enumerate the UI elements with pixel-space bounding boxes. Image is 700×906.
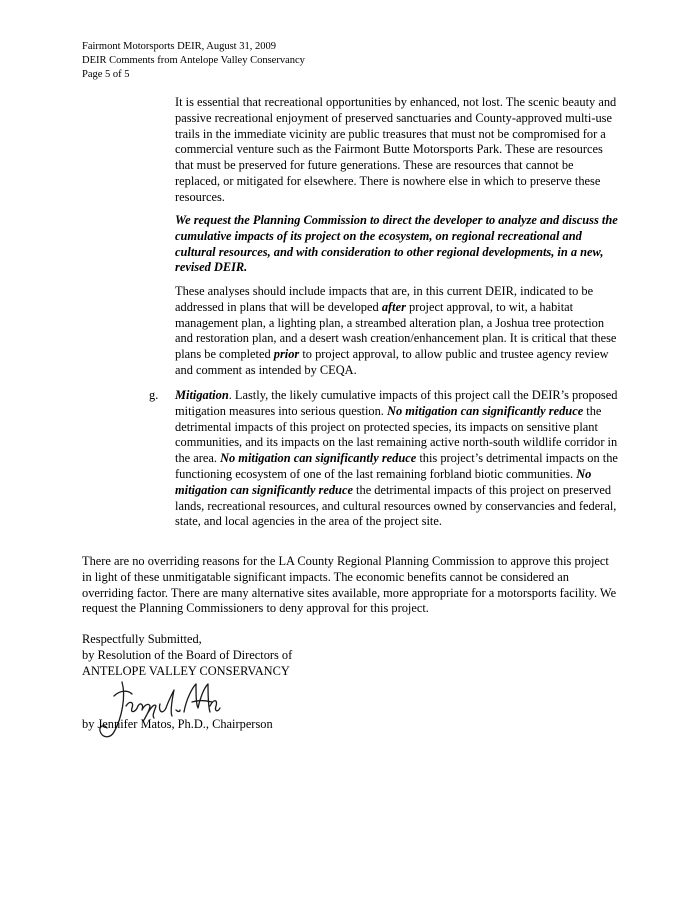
analyses-text-1: These analyses should include impacts that are, in this current DEIR, indicated to be addressed in plans that will be developed xyxy=(175,284,594,314)
handwritten-signature xyxy=(92,676,222,746)
mitigation-heading: Mitigation xyxy=(175,388,229,402)
header-line-subject: DEIR Comments from Antelope Valley Conservancy xyxy=(82,55,305,66)
paragraph-recreation: It is essential that recreational opportunities by enhanced, not lost. The scenic beauty and passive recreational enjoyment of preserved sanctuaries and County-approved multi-use trails in the immediate vicinity are public treasures that must not be compromised for a commercial venture such as the Fairmont Butte Motorsports Park. These are resources that must be preserved for future generations. These are resources that cannot be replaced, or mitigated for elsewhere. There is nowhere else in which to preserve these resources. xyxy=(175,95,617,204)
list-item-mitigation xyxy=(149,388,618,530)
closing-resolution: by Resolution of the Board of Directors of xyxy=(82,647,293,662)
mitigation-text-4: the detrimental impacts of this project on preserved lands, recreational resources, and cultural resources owned by conservancies and federal, state, and local agencies in the area of the project site. xyxy=(175,482,617,529)
closing-salutation: Respectfully Submitted, xyxy=(82,632,202,646)
page-header xyxy=(82,40,305,82)
paragraph-request: We request the Planning Commission to direct the developer to analyze and discuss the cumulative impacts of its project on the ecosystem, on regional recreational and cultural resources, and with consideration to other regional developments, in a new, revised DEIR. xyxy=(175,213,618,275)
mitigation-emphasis-3: No mitigation can significantly reduce xyxy=(175,466,592,497)
analyses-emphasis-prior: prior xyxy=(273,347,300,362)
mitigation-emphasis-2: No mitigation can significantly reduce xyxy=(220,451,417,466)
mitigation-text-3: this project’s detrimental impacts on the functioning ecosystem of one of the last remaining forbland biotic communities. xyxy=(175,451,618,481)
mitigation-text-1: . Lastly, the likely cumulative impacts of this project call the DEIR’s proposed mitigation measures into serious question. xyxy=(175,388,618,418)
analyses-text-3: to project approval, to allow public and trustee agency review and comment as intended by CEQA. xyxy=(175,347,609,377)
analyses-text-2: project approval, to wit, a habitat management plan, a lighting plan, a streambed alteration plan, a Joshua tree protection and restoration plan, and a desert wash creation/enhancement plan. It is critical that these plans be completed xyxy=(175,299,617,362)
header-line-title: Fairmont Motorsports DEIR, August 31, 2009 xyxy=(82,41,276,52)
paragraph-conclusion: There are no overriding reasons for the LA County Regional Planning Commission to approve this project in light of these unmitigatable significant impacts. The economic benefits cannot be considered an overriding factor. There are many alternative sites available, more appropriate for a motorsports facility. We request the Planning Commissioners to deny approval for this project. xyxy=(82,554,617,616)
signatory-byline: by Jennifer Matos, Ph.D., Chairperson xyxy=(82,717,273,731)
analyses-emphasis-after: after xyxy=(381,299,406,314)
closing-organization: ANTELOPE VALLEY CONSERVANCY xyxy=(82,663,290,678)
mitigation-emphasis-1: No mitigation can significantly reduce xyxy=(387,403,584,418)
closing-block xyxy=(82,632,292,679)
paragraph-analyses xyxy=(175,284,618,379)
mitigation-text-2: the detrimental impacts of this project on protected species, its impacts on sensitive plant communities, and its impacts on the last remaining active north-south wildlife corridor in the area. xyxy=(175,403,618,466)
list-item-label: g. xyxy=(149,388,159,402)
header-line-page-number: Page 5 of 5 xyxy=(82,69,130,80)
